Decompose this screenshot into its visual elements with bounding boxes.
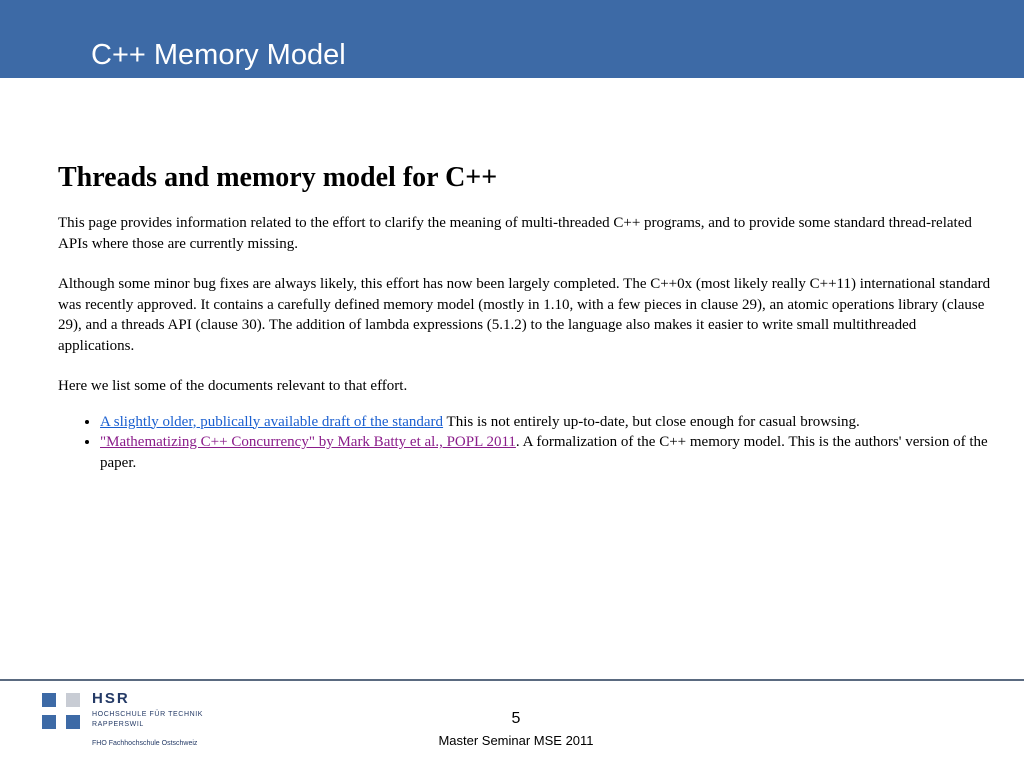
logo-line-2: RAPPERSWIL	[92, 721, 144, 728]
documents-intro-paragraph: Here we list some of the documents relevant to that effort.	[58, 378, 408, 394]
documents-list	[58, 412, 993, 474]
intro-paragraph: This page provides information related to the effort to clarify the meaning of multi-threaded C++ programs, and to provide some standard thread-related APIs where those are currently missing.	[58, 215, 972, 252]
slide-header	[0, 0, 1024, 78]
footer-text: Master Seminar MSE 2011	[438, 733, 594, 748]
logo-wordmark: HSR	[92, 690, 130, 707]
status-paragraph: Although some minor bug fixes are always likely, this effort has now been largely completed. The C++0x (most likely really C++11) international standard was recently approved. It contains a carefully defined memory model (mostly in 1.10, with a few pieces in clause 29), an atomic operations library (clause 29), and a threads API (clause 30). The addition of lambda expressions (5.1.2) to the language also makes it easier to write small multithreaded applications.	[58, 276, 991, 354]
draft-standard-link[interactable]: A slightly older, publically available draft of the standard	[100, 413, 444, 430]
logo-line-3: FHO Fachhochschule Ostschweiz	[92, 740, 198, 747]
logo-square-icon	[42, 693, 56, 707]
list-item-description: This is not entirely up-to-date, but close enough for casual browsing.	[443, 413, 860, 430]
embedded-web-page	[58, 160, 993, 473]
page-number: 5	[511, 710, 521, 727]
logo-line-1: HOCHSCHULE FÜR TECHNIK	[92, 711, 204, 718]
logo-square-icon	[42, 715, 56, 729]
page-heading: Threads and memory model for C++	[58, 162, 498, 193]
slide-title: C++ Memory Model	[91, 39, 346, 71]
list-item-description: . A formalization of the C++ memory model. This is the authors' version of the paper.	[100, 434, 988, 471]
mathematizing-paper-link[interactable]: "Mathematizing C++ Concurrency" by Mark Batty et al., POPL 2011	[100, 434, 516, 450]
list-item	[100, 412, 993, 433]
logo-square-icon	[66, 715, 80, 729]
footer-divider	[0, 679, 1024, 681]
hsr-logo	[42, 690, 232, 750]
logo-square-icon	[66, 693, 80, 707]
list-item	[100, 432, 993, 473]
